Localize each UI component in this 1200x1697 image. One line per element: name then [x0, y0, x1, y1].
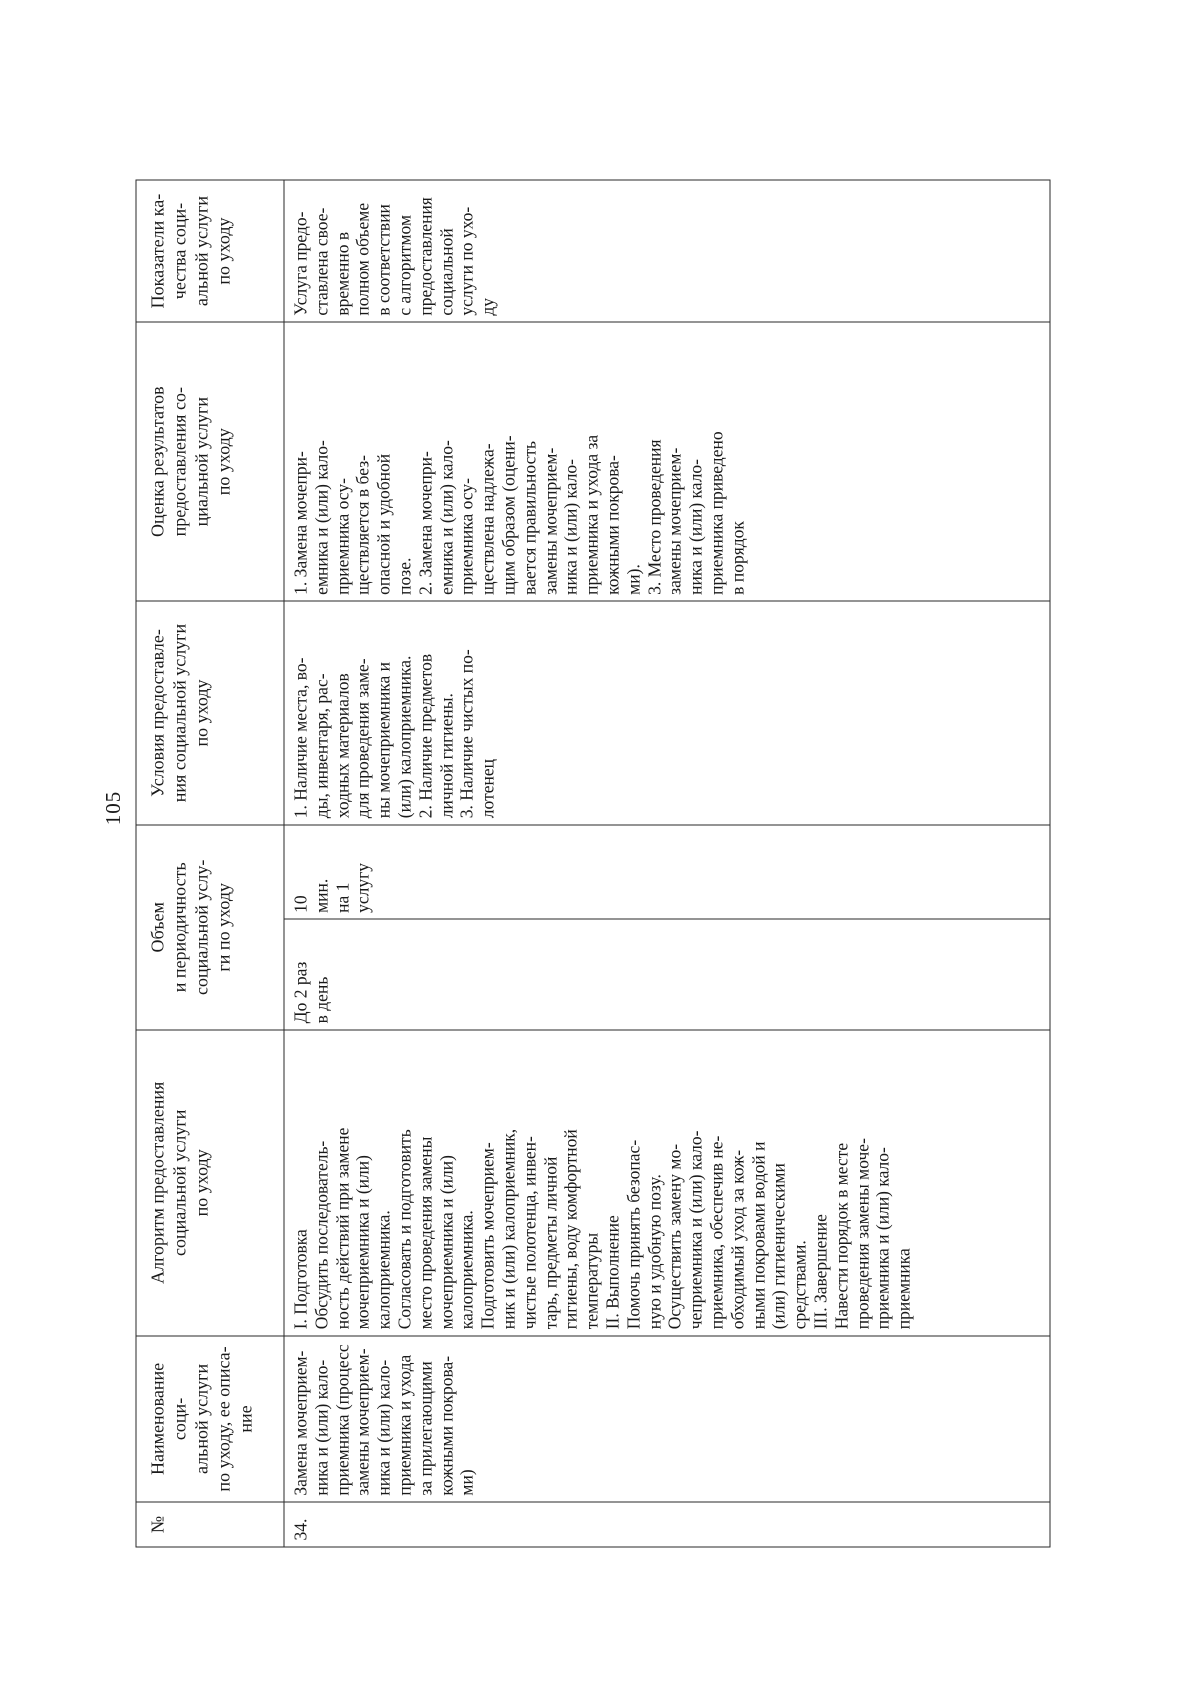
- row-duration: 10 мин. на 1 услугу: [284, 825, 1050, 920]
- row-quality: Услуга предо- ставлена свое- временно в полном объеме в соответствии с алгоритмом предоставления социальной услуги по ухо- ду: [284, 180, 1050, 322]
- row-conditions: 1. Наличие места, во- ды, инвентаря, рас- ходных материалов для проведения заме- ны мочеприемника и (или) калоприемника. 2. Наличие предметов личной гигиены. 3. Наличие чистых по- лотенец: [284, 601, 1050, 824]
- table-header-row: [136, 180, 284, 1547]
- header-number: №: [136, 1502, 284, 1547]
- services-table-wrapper: [136, 180, 1051, 1548]
- header-service-name: Наименование соци- альной услуги по уходу, ее описа- ние: [136, 1336, 284, 1502]
- header-algorithm: Алгоритм предоставления социальной услуги по уходу: [136, 1030, 284, 1336]
- row-frequency: До 2 раз в день: [284, 919, 1050, 1029]
- table-row: [284, 180, 1050, 1547]
- page-number: 105: [101, 790, 125, 826]
- row-algorithm: I. Подготовка Обсудить последователь- ность действий при замене мочеприемника и (или) калоприемника. Согласовать и подготовить место проведения замены мочеприемника и (или) калоприемника. Подготовить мочеприем- ник и (или) калоприемник, чистые полотенца, инвен- тарь, предметы личной гигиены, воду комфортной температуры II. Выполнение Помочь принять безопас- ную и удобную позу. Осуществить замену мо- чеприемника и (или) кало- приемника, обеспечив не- обходимый уход за кож- ными покровами водой и (или) гигиеническими средствами. III. Завершение Навести порядок в месте проведения замены моче- приемника и (или) кало- приемника: [284, 1030, 1050, 1336]
- header-conditions: Условия предоставле- ния социальной услуги по уходу: [136, 601, 284, 824]
- row-number: 34.: [284, 1502, 1050, 1547]
- header-evaluation: Оценка результатов предоставления со- циальной услуги по уходу: [136, 322, 284, 601]
- row-service-name: Замена мочеприем- ника и (или) кало- приемника (процесс замены мочеприем- ника и (или) кало- приемника и ухода за прилегающими кожными покрова- ми): [284, 1336, 1050, 1502]
- header-volume-frequency: Объем и периодичность социальной услу- ги по уходу: [136, 825, 284, 1030]
- header-quality: Показатели ка- чества соци- альной услуги по уходу: [136, 180, 284, 322]
- services-table: [136, 180, 1051, 1548]
- row-evaluation: 1. Замена мочепри- емника и (или) кало- приемника осу- ществляется в без- опасной и удобной позе. 2. Замена мочепри- емника и (или) кало- приемника осу- ществлена надлежа- щим образом (оцени- вается правильность замены мочеприем- ника и (или) кало- приемника и ухода за кожными покрова- ми). 3. Место проведения замены мочеприем- ника и (или) кало- приемника приведено в порядок: [284, 322, 1050, 601]
